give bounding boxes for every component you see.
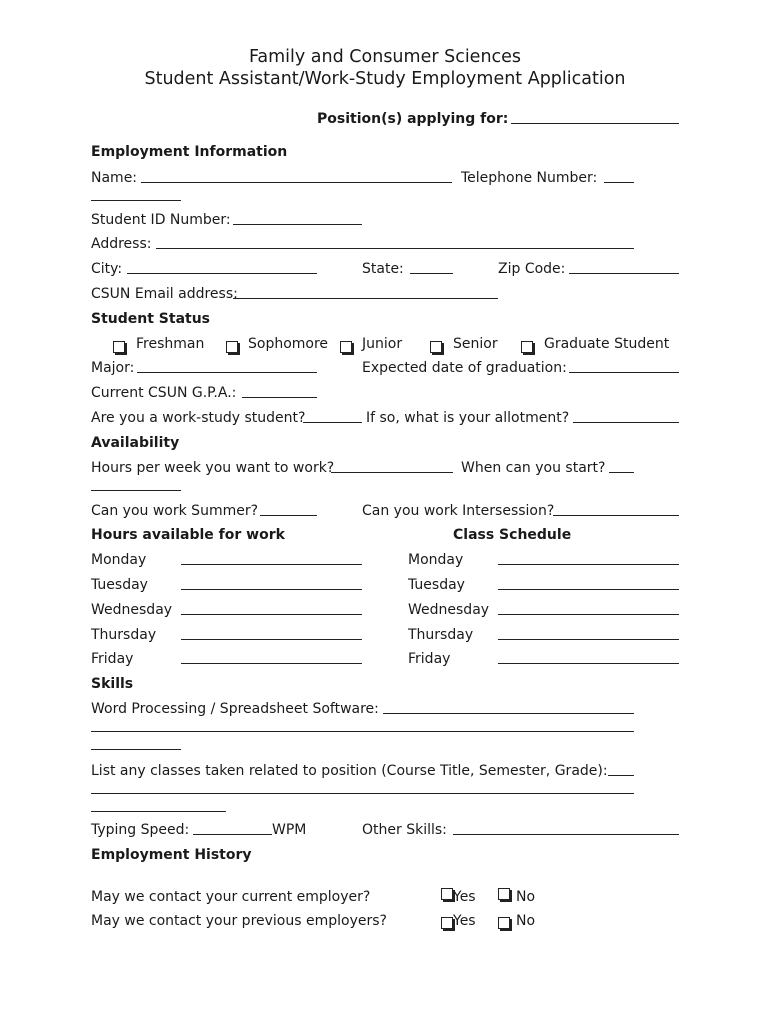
class-tuesday-field[interactable] (498, 589, 679, 590)
typing-speed-label: Typing Speed: (91, 822, 190, 838)
email-field[interactable] (233, 298, 498, 299)
junior-label: Junior (362, 336, 403, 352)
junior-checkbox[interactable] (340, 341, 352, 353)
classes-field-line2[interactable] (91, 793, 634, 794)
class-schedule-heading: Class Schedule (453, 527, 572, 543)
name-label: Name: (91, 170, 138, 186)
address-label: Address: (91, 236, 152, 252)
telephone-field-cont[interactable] (91, 200, 181, 201)
hours-day-thursday: Thursday (91, 627, 157, 643)
class-monday-field[interactable] (498, 564, 679, 565)
previous-yes-label: Yes (453, 913, 476, 929)
freshman-checkbox[interactable] (113, 341, 125, 353)
class-friday-field[interactable] (498, 663, 679, 664)
current-no-label: No (516, 889, 536, 905)
graduate-student-checkbox[interactable] (521, 341, 533, 353)
software-field-line3[interactable] (91, 749, 181, 750)
form-title: Family and Consumer Sciences (248, 47, 522, 67)
student-id-label: Student ID Number: (91, 212, 231, 228)
position-field[interactable] (511, 123, 679, 124)
student-id-field[interactable] (233, 224, 362, 225)
skills-heading: Skills (91, 676, 134, 692)
software-field-line2[interactable] (91, 731, 634, 732)
telephone-label: Telephone Number: (461, 170, 598, 186)
previous-no-label: No (516, 913, 536, 929)
freshman-label: Freshman (136, 336, 205, 352)
graduate-student-label: Graduate Student (544, 336, 670, 352)
start-field[interactable] (609, 472, 634, 473)
hours-wednesday-field[interactable] (181, 614, 362, 615)
typing-speed-field[interactable] (193, 834, 272, 835)
intersession-field[interactable] (553, 515, 679, 516)
classes-field[interactable] (608, 775, 634, 776)
zip-label: Zip Code: (498, 261, 566, 277)
intersession-label: Can you work Intersession? (362, 503, 555, 519)
hours-per-week-label: Hours per week you want to work? (91, 460, 335, 476)
sophomore-label: Sophomore (248, 336, 329, 352)
current-yes-checkbox[interactable] (441, 888, 453, 900)
name-field[interactable] (141, 182, 452, 183)
senior-label: Senior (453, 336, 498, 352)
major-field[interactable] (137, 372, 317, 373)
major-label: Major: (91, 360, 135, 376)
allotment-label: If so, what is your allotment? (366, 410, 570, 426)
current-no-checkbox[interactable] (498, 888, 510, 900)
allotment-field[interactable] (573, 422, 679, 423)
previous-no-checkbox[interactable] (498, 917, 510, 929)
previous-employers-label: May we contact your previous employers? (91, 913, 387, 929)
address-field[interactable] (156, 248, 634, 249)
previous-yes-checkbox[interactable] (441, 917, 453, 929)
classes-label: List any classes taken related to position (Course Title, Semester, Grade): (91, 763, 608, 779)
hours-day-monday: Monday (91, 552, 147, 568)
employment-history-heading: Employment History (91, 847, 252, 863)
summer-label: Can you work Summer? (91, 503, 259, 519)
class-day-thursday: Thursday (408, 627, 474, 643)
current-yes-label: Yes (453, 889, 476, 905)
class-day-monday: Monday (408, 552, 464, 568)
availability-heading: Availability (91, 435, 180, 451)
zip-field[interactable] (569, 273, 679, 274)
telephone-field[interactable] (604, 182, 634, 183)
hours-day-tuesday: Tuesday (91, 577, 148, 593)
hours-available-heading: Hours available for work (91, 527, 285, 543)
software-label: Word Processing / Spreadsheet Software: (91, 701, 379, 717)
senior-checkbox[interactable] (430, 341, 442, 353)
hours-day-friday: Friday (91, 651, 134, 667)
gpa-label: Current CSUN G.P.A.: (91, 385, 237, 401)
work-study-field[interactable] (303, 422, 362, 423)
wpm-label: WPM (272, 822, 307, 838)
start-field-cont[interactable] (91, 490, 181, 491)
hours-tuesday-field[interactable] (181, 589, 362, 590)
hours-friday-field[interactable] (181, 663, 362, 664)
sophomore-checkbox[interactable] (226, 341, 238, 353)
start-label: When can you start? (461, 460, 606, 476)
state-field[interactable] (410, 273, 453, 274)
position-label: Position(s) applying for: (317, 111, 509, 127)
hours-per-week-field[interactable] (331, 472, 453, 473)
other-skills-label: Other Skills: (362, 822, 447, 838)
classes-field-line3[interactable] (91, 811, 226, 812)
graduation-label: Expected date of graduation: (362, 360, 567, 376)
software-field[interactable] (383, 713, 634, 714)
employment-info-heading: Employment Information (91, 144, 288, 160)
city-label: City: (91, 261, 123, 277)
graduation-field[interactable] (569, 372, 679, 373)
gpa-field[interactable] (242, 397, 317, 398)
email-label: CSUN Email address: (91, 286, 238, 302)
state-label: State: (362, 261, 404, 277)
student-status-heading: Student Status (91, 311, 211, 327)
summer-field[interactable] (260, 515, 317, 516)
work-study-label: Are you a work-study student? (91, 410, 306, 426)
current-employer-label: May we contact your current employer? (91, 889, 371, 905)
class-day-wednesday: Wednesday (408, 602, 490, 618)
form-subtitle: Student Assistant/Work-Study Employment Application (144, 69, 626, 89)
hours-thursday-field[interactable] (181, 639, 362, 640)
city-field[interactable] (127, 273, 317, 274)
class-thursday-field[interactable] (498, 639, 679, 640)
class-day-tuesday: Tuesday (408, 577, 465, 593)
class-day-friday: Friday (408, 651, 451, 667)
other-skills-field[interactable] (453, 834, 679, 835)
hours-day-wednesday: Wednesday (91, 602, 173, 618)
hours-monday-field[interactable] (181, 564, 362, 565)
class-wednesday-field[interactable] (498, 614, 679, 615)
